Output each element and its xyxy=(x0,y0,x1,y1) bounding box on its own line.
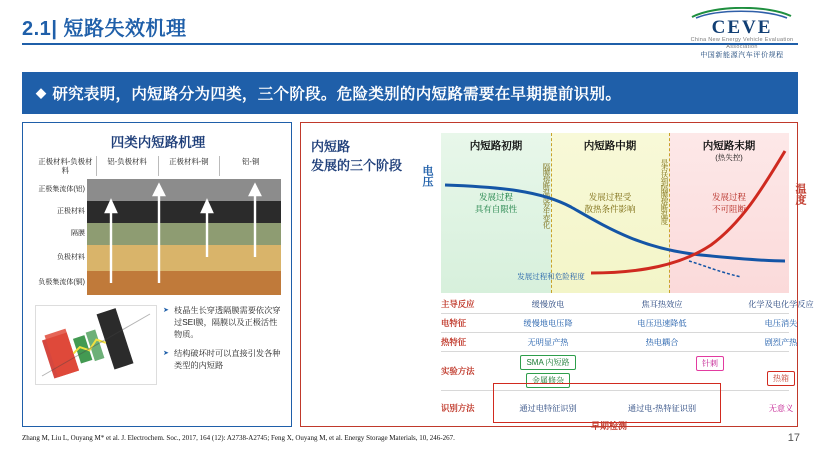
temperature-axis-label: 温度 xyxy=(794,183,806,205)
right-panel-title-line2: 发展的三个阶段 xyxy=(311,158,403,173)
left-panel xyxy=(22,122,292,427)
table-cell: 通过电特征识别 xyxy=(519,403,577,413)
right-panel xyxy=(300,122,814,431)
reference-footnote: Zhang M, Liu L, Ouyang M* et al. J. Electrochem. Soc., 2017, 164 (12): A2738-A2745; Feng X, Ouyang M, et al. Energy Storage Materials, 10, 246-267. xyxy=(22,434,455,442)
logo-subtitle-cn: 中国新能源汽车评价规程 xyxy=(700,52,784,59)
section-number: 2.1 xyxy=(22,18,52,40)
divider-note-2: 是否达到隔膜熔断温度 xyxy=(660,159,669,224)
short-circuit-type-columns xyxy=(35,156,281,176)
table-row xyxy=(441,295,814,313)
slide-header xyxy=(0,0,820,59)
organization-logo xyxy=(682,5,802,59)
method-tag-nail[interactable]: 针刺 xyxy=(696,356,724,371)
left-panel-title: 四类内短路机理 xyxy=(110,135,206,150)
row-label: 识别方法 xyxy=(441,403,475,413)
statement-text: 研究表明，内短路分为四类，三个阶段。危险类别的内短路需要在早期提前识别。 xyxy=(52,86,622,103)
table-cell: 无意义 xyxy=(768,403,794,413)
list-item: ➤ 枝晶生长穿透隔膜需要依次穿过SEI膜，隔膜以及正极活性物质。 xyxy=(163,305,283,341)
layer-label: 负极集流体(铜) xyxy=(38,279,85,286)
battery-layer-stack-diagram xyxy=(35,179,281,299)
curves-overlay xyxy=(441,133,789,293)
row-label: 热特征 xyxy=(441,337,467,347)
layer-label: 正极集流体(铝) xyxy=(38,186,85,193)
table-cell xyxy=(721,352,820,390)
right-panel-title-line1: 内短路 xyxy=(311,139,351,154)
phase-description-line1: 发展过程受 xyxy=(588,192,632,202)
phase-sublabel: (热失控) xyxy=(715,153,743,162)
title-text: 短路失效机理 xyxy=(63,18,187,40)
type-column: 铝-负极材料 xyxy=(96,156,158,176)
divider-note-1: 隔膜熔断温度发生变化 xyxy=(542,163,551,228)
row-label: 实验方法 xyxy=(441,366,475,376)
table-cell: 通过电-热特征识别 xyxy=(627,403,697,413)
process-danger-note: 发展过程和危险程度 xyxy=(517,272,585,281)
table-cell: 缓慢地电压降 xyxy=(523,318,573,328)
table-cell: 剧烈产热 xyxy=(764,337,798,347)
table-row xyxy=(441,313,798,332)
left-panel-bullet-list xyxy=(163,305,283,379)
row-label: 电特征 xyxy=(441,318,467,328)
early-detection-label: 早期检测 xyxy=(591,421,628,431)
voltage-axis-label: 电压 xyxy=(421,165,433,187)
layer-label: 隔膜 xyxy=(71,230,85,237)
phase-description-line1: 发展过程 xyxy=(478,192,513,202)
table-cell: 电压消失 xyxy=(764,318,798,328)
table-cell: 化学及电化学反应 xyxy=(748,299,814,309)
table-cell: 热电耦合 xyxy=(645,337,679,347)
logo-swoosh-icon xyxy=(690,7,794,19)
page-title xyxy=(22,12,186,41)
title-divider: | xyxy=(51,18,58,40)
table-cell: 电压迅速降低 xyxy=(637,318,687,328)
phase-description-line2: 散热条件影响 xyxy=(584,204,636,214)
phase-label: 内短路初期 xyxy=(469,140,523,152)
phase-description-line2: 具有自限性 xyxy=(474,204,518,214)
logo-wordmark: CEVE xyxy=(711,17,773,38)
table-cell: 无明显产热 xyxy=(527,337,569,347)
list-item: ➤ 结构破坏时可以直接引发各种类型的内短路 xyxy=(163,348,283,372)
dendrite-growth-image xyxy=(36,306,156,384)
diamond-bullet-icon: ◆ xyxy=(36,85,47,100)
short-circuit-path-arrows xyxy=(87,179,281,299)
type-column: 铝-铜 xyxy=(219,156,281,176)
row-label: 主导反应 xyxy=(441,299,475,309)
type-column: 正极材料-铜 xyxy=(158,156,220,176)
phase-description-line1: 发展过程 xyxy=(711,192,746,202)
dendrite-illustration xyxy=(35,305,157,385)
voltage-drop-branch xyxy=(689,261,741,277)
table-cell: 焦耳热效应 xyxy=(641,299,683,309)
table-cell: 缓慢放电 xyxy=(531,299,565,309)
three-stage-chart xyxy=(441,133,789,293)
phase-description-line2: 不可阻断 xyxy=(711,204,746,214)
type-column: 正极材料-负极材料 xyxy=(38,157,93,175)
logo-subtitle-en: China New Energy Vehicle Evaluation Association xyxy=(690,37,794,50)
early-detection-highlight-box xyxy=(493,383,721,423)
method-tag-metal[interactable]: 金属修杂 xyxy=(526,373,570,388)
layer-label: 负极材料 xyxy=(57,254,85,261)
phase-label: 内短路中期 xyxy=(583,140,637,152)
layer-label: 正极材料 xyxy=(57,208,85,215)
phase-label: 内短路末期 xyxy=(702,140,756,152)
comparison-table xyxy=(441,295,814,431)
key-statement-bar xyxy=(22,72,798,114)
table-row xyxy=(441,332,798,351)
method-tag-oven[interactable]: 热箱 xyxy=(767,371,795,386)
method-tag-sma[interactable]: SMA 内短路 xyxy=(520,355,575,370)
page-number: 17 xyxy=(787,432,800,444)
right-panel-title xyxy=(311,137,436,175)
